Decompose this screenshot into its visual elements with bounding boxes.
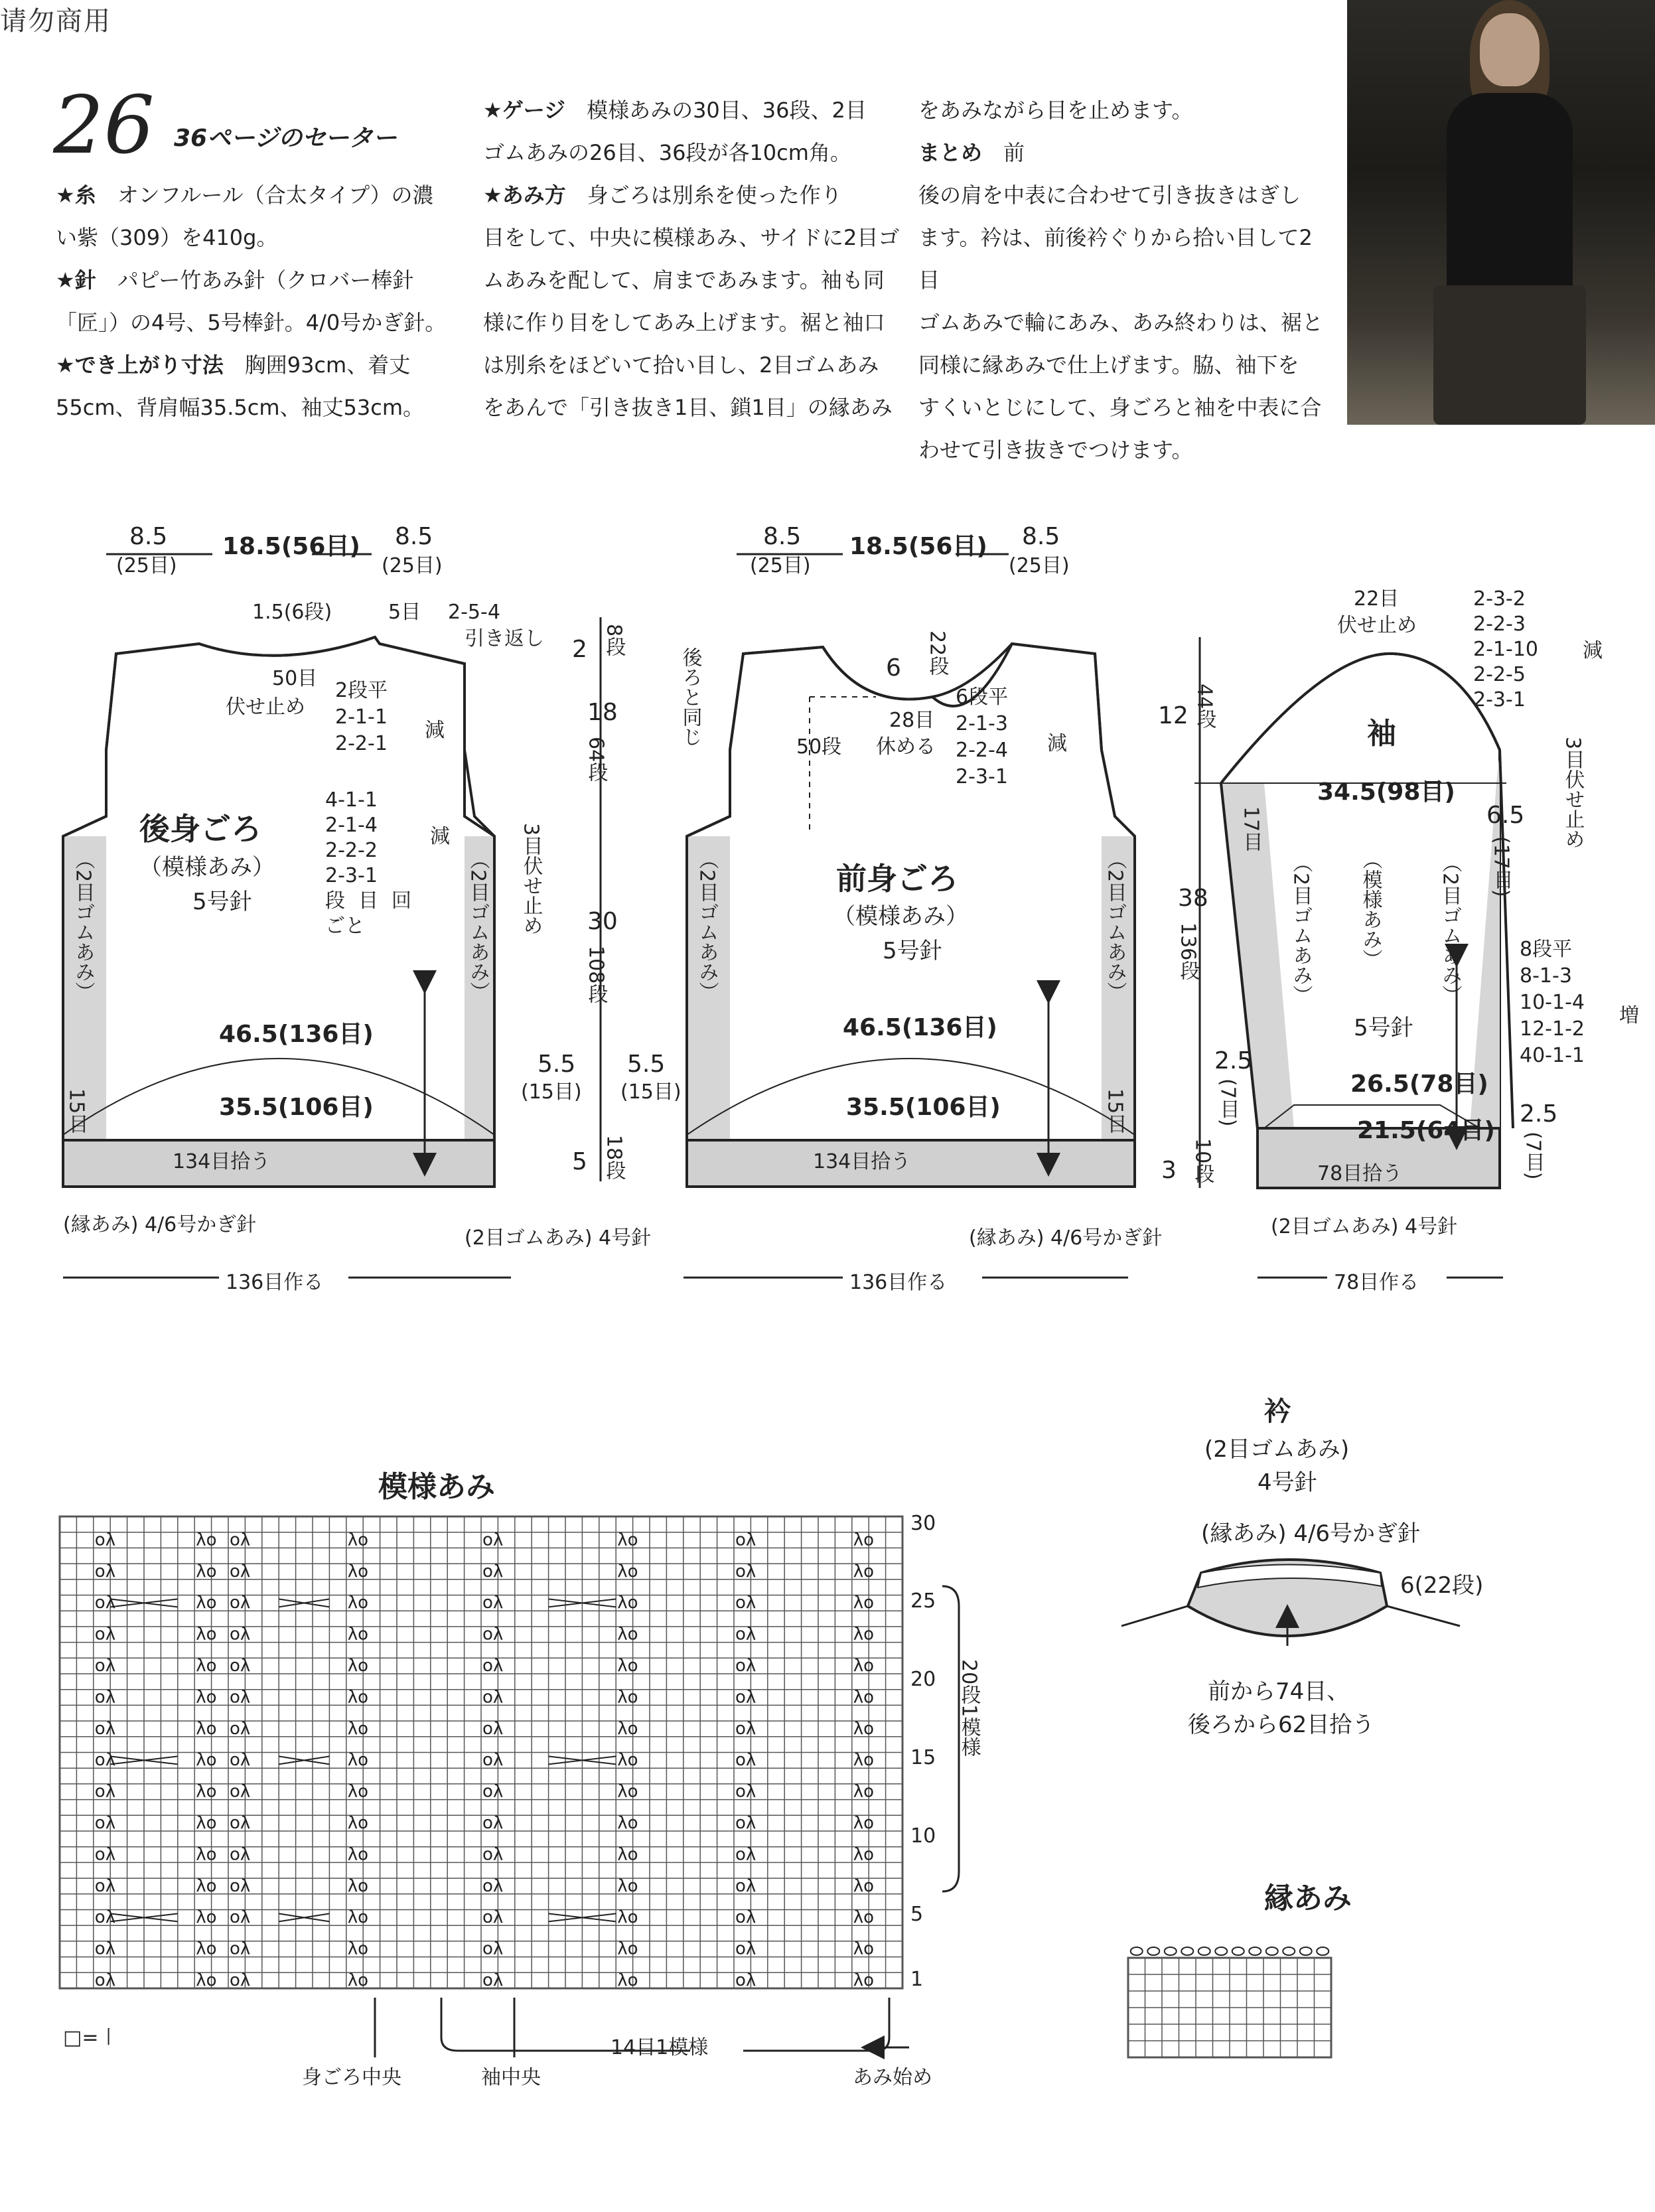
front-top-left: 8.5	[763, 523, 802, 550]
edge-chart	[1128, 1947, 1331, 2057]
chart-start: あみ始め	[853, 2066, 932, 2089]
back-top-mid: 18.5(56目)	[222, 533, 360, 560]
back-neck-dec-0: 2段平	[335, 679, 388, 702]
svg-text:λo: λo	[853, 1844, 875, 1865]
svg-text:λo: λo	[617, 1718, 638, 1739]
svg-text:λo: λo	[196, 1561, 217, 1582]
col3-text: 前	[982, 140, 1025, 165]
back-neck-dec-1: 2-1-1	[335, 705, 388, 729]
front-title: 前身ごろ	[836, 861, 958, 897]
svg-text:oλ: oλ	[482, 1656, 504, 1676]
svg-text:λo: λo	[617, 1624, 638, 1645]
svg-text:λo: λo	[853, 1624, 875, 1645]
back-armhole-dec-label: 減	[430, 825, 450, 848]
svg-text:λo: λo	[347, 1718, 369, 1739]
svg-text:λo: λo	[347, 1687, 369, 1708]
back-top-left-sts: (25目)	[116, 554, 177, 577]
svg-text:oλ: oλ	[735, 1624, 756, 1645]
sleeve-inc-3: 12-1-2	[1520, 1017, 1585, 1041]
back-title: 後身ごろ	[139, 811, 261, 847]
front-top-left-sts: (25目)	[750, 554, 811, 577]
svg-text:oλ: oλ	[735, 1781, 756, 1802]
svg-text:λo: λo	[196, 1624, 217, 1645]
svg-text:oλ: oλ	[230, 1939, 251, 1959]
sleeve-side-65: 6.5	[1486, 802, 1525, 829]
col1-label: ★糸	[56, 183, 96, 208]
chart-row-30: 30	[910, 1512, 936, 1535]
front-cast-on: 136目作る	[849, 1271, 948, 1294]
back-armhole-dec-1: 2-1-4	[325, 814, 378, 837]
back-armhole-bindoff: 3目伏せ止め	[519, 823, 543, 936]
svg-text:λo: λo	[617, 1750, 638, 1771]
chart-center-sleeve: 袖中央	[481, 2066, 541, 2089]
svg-text:λo: λo	[617, 1561, 638, 1582]
svg-text:oλ: oλ	[735, 1907, 756, 1928]
front-same-as-back: 後ろと同じ	[678, 647, 702, 747]
edge-chart-title: 縁あみ	[1264, 1881, 1352, 1915]
svg-text:λo: λo	[347, 1781, 369, 1802]
svg-text:λo: λo	[853, 1876, 875, 1896]
svg-text:λo: λo	[196, 1718, 217, 1739]
chart-repeat-sts: 14目1模様	[611, 2036, 709, 2059]
sleeve-width-cuff: 21.5(64目)	[1357, 1117, 1495, 1144]
svg-text:λo: λo	[347, 1844, 369, 1865]
svg-text:oλ: oλ	[94, 1781, 116, 1802]
sleeve-cap-height: 12	[1158, 702, 1188, 729]
front-pattern: （模様あみ）	[833, 903, 968, 930]
front-neck-depth: 6	[886, 654, 901, 682]
svg-text:oλ: oλ	[482, 1561, 504, 1582]
col3-text: 同様に縁あみで仕上げます。脇、袖下を	[918, 352, 1299, 378]
svg-text:λo: λo	[196, 1593, 217, 1613]
front-top-right: 8.5	[1022, 523, 1060, 550]
sleeve-side-25-l: 2.5	[1214, 1047, 1253, 1074]
col1-text: 55cm、背肩幅35.5cm、袖丈53cm。	[56, 395, 424, 420]
svg-text:oλ: oλ	[230, 1656, 251, 1676]
sleeve-top-bindoff-sts: 22目	[1354, 587, 1400, 611]
sleeve-side-25-l-sts: (7目)	[1216, 1078, 1240, 1127]
front-neck-dec-label: 減	[1047, 732, 1067, 755]
back-shoulder-sts: 5目	[388, 601, 421, 624]
back-v-mid-rows: 64段	[584, 737, 608, 782]
svg-text:λo: λo	[347, 1656, 369, 1676]
svg-text:oλ: oλ	[735, 1687, 756, 1708]
col1-text: い紫（309）を410g。	[56, 225, 278, 250]
front-neck-dec-1: 2-1-3	[956, 712, 1008, 735]
sleeve-diagram	[1194, 654, 1513, 1188]
col1-text: パピー竹あみ針（クロバー棒針	[96, 267, 414, 293]
sleeve-cap-dec-3: 2-2-5	[1473, 663, 1526, 686]
svg-text:oλ: oλ	[94, 1624, 116, 1645]
svg-text:λo: λo	[347, 1624, 369, 1645]
sleeve-width-top: 34.5(98目)	[1317, 778, 1455, 806]
svg-text:λo: λo	[196, 1781, 217, 1802]
sleeve-bindoff-side: 3目伏せ止め	[1561, 737, 1585, 849]
front-neck-dec-0: 6段平	[956, 686, 1009, 709]
svg-text:oλ: oλ	[482, 1687, 504, 1708]
col3-text: 後の肩を中表に合わせて引き抜きはぎし	[918, 183, 1301, 208]
svg-text:oλ: oλ	[735, 1718, 756, 1739]
sleeve-cap-rows: 44段	[1192, 684, 1216, 729]
svg-text:oλ: oλ	[230, 1593, 251, 1613]
collar-pickup-1: 前から74目、	[1208, 1678, 1350, 1705]
chart-center-body: 身ごろ中央	[302, 2066, 401, 2089]
svg-text:λo: λo	[853, 1939, 875, 1959]
back-v-low: 30	[587, 908, 618, 935]
col3-text: すくいとじにして、身ごろと袖を中表に合	[918, 395, 1322, 420]
svg-text:oλ: oλ	[482, 1781, 504, 1802]
back-v-top-rows: 8段	[602, 624, 626, 657]
back-bindoff-sts: 50目	[272, 667, 318, 690]
chart-repeat-rows: 20段1模様	[957, 1659, 981, 1757]
sleeve-cap-dec-2: 2-1-10	[1473, 638, 1538, 661]
sleeve-body-height: 38	[1178, 885, 1208, 912]
svg-text:oλ: oλ	[230, 1624, 251, 1645]
back-edge: (縁あみ) 4/6号かぎ針	[63, 1213, 257, 1236]
svg-text:λo: λo	[196, 1530, 217, 1550]
sleeve-rib: (2目ゴムあみ) 4号針	[1271, 1215, 1458, 1238]
svg-text:oλ: oλ	[230, 1781, 251, 1802]
back-rib-side-left: （2目ゴムあみ）	[71, 849, 95, 1002]
sleeve-needle: 5号針	[1354, 1015, 1413, 1041]
svg-text:λo: λo	[617, 1813, 638, 1833]
back-short-rows-label: 引き返し	[465, 627, 544, 650]
front-pickup: 134目拾う	[813, 1150, 911, 1173]
collar-pickup-2: 後ろから62目拾う	[1188, 1712, 1375, 1738]
front-neck-dec-3: 2-3-1	[956, 765, 1008, 788]
svg-text:oλ: oλ	[482, 1844, 504, 1865]
svg-text:λo: λo	[853, 1781, 875, 1802]
svg-text:oλ: oλ	[482, 1530, 504, 1550]
col2-label: ★ゲージ	[483, 98, 566, 123]
svg-text:λo: λo	[853, 1561, 875, 1582]
chart-row-25: 25	[910, 1589, 936, 1613]
col3-text: ます。衿は、前後衿ぐりから拾い目して2目	[918, 225, 1313, 293]
collar-depth: 6(22段)	[1400, 1572, 1484, 1599]
back-top-left: 8.5	[129, 523, 168, 550]
back-shoulder-slope: 1.5(6段)	[252, 601, 332, 624]
svg-text:oλ: oλ	[94, 1907, 116, 1928]
back-legend-rows: 段	[325, 889, 345, 913]
back-side-right-cm: 5.5	[538, 1051, 576, 1078]
svg-text:oλ: oλ	[482, 1907, 504, 1928]
sleeve-side-65-sts: (17目)	[1489, 836, 1513, 897]
back-rib: (2目ゴムあみ) 4号針	[465, 1226, 652, 1250]
svg-text:λo: λo	[196, 1970, 217, 1990]
back-width-chest: 46.5(136目)	[219, 1021, 374, 1048]
svg-text:λo: λo	[617, 1876, 638, 1896]
back-legend-times: 回	[392, 889, 411, 913]
svg-text:oλ: oλ	[482, 1939, 504, 1959]
front-width-chest: 46.5(136目)	[843, 1014, 997, 1041]
back-armhole-dec-0: 4-1-1	[325, 788, 378, 812]
svg-text:oλ: oλ	[94, 1561, 116, 1582]
svg-text:oλ: oλ	[482, 1624, 504, 1645]
collar-edge: (縁あみ) 4/6号かぎ針	[1201, 1520, 1421, 1547]
pattern-number: 26	[53, 80, 155, 172]
col2-text: 目をして、中央に模様あみ、サイドに2目ゴ	[483, 225, 900, 250]
svg-text:λo: λo	[617, 1530, 638, 1550]
svg-text:oλ: oλ	[482, 1593, 504, 1613]
svg-text:oλ: oλ	[735, 1813, 756, 1833]
svg-text:λo: λo	[196, 1907, 217, 1928]
back-cast-on: 136目作る	[226, 1271, 324, 1294]
svg-text:λo: λo	[617, 1907, 638, 1928]
svg-text:oλ: oλ	[94, 1813, 116, 1833]
svg-text:λo: λo	[196, 1844, 217, 1865]
chart-row-20: 20	[910, 1668, 936, 1691]
svg-text:oλ: oλ	[94, 1593, 116, 1613]
svg-text:oλ: oλ	[94, 1844, 116, 1865]
svg-text:oλ: oλ	[482, 1970, 504, 1990]
svg-text:λo: λo	[196, 1656, 217, 1676]
sleeve-cast-on: 78目作る	[1334, 1271, 1419, 1294]
svg-text:λo: λo	[853, 1750, 875, 1771]
svg-text:oλ: oλ	[735, 1970, 756, 1990]
sleeve-pickup: 78目拾う	[1317, 1162, 1403, 1185]
sleeve-pattern: （模様あみ）	[1358, 849, 1382, 969]
svg-text:oλ: oλ	[230, 1970, 251, 1990]
svg-text:λo: λo	[617, 1844, 638, 1865]
svg-text:λo: λo	[853, 1687, 875, 1708]
svg-text:oλ: oλ	[230, 1813, 251, 1833]
back-width-hem: 35.5(106目)	[219, 1094, 374, 1121]
front-rib-side-right: （2目ゴムあみ）	[1103, 849, 1127, 1002]
svg-text:λo: λo	[853, 1593, 875, 1613]
front-neck-rows: 22段	[925, 630, 949, 676]
chart-title: 模様あみ	[378, 1470, 495, 1504]
back-pickup: 134目拾う	[173, 1150, 271, 1173]
back-bindoff-label: 伏せ止め	[226, 696, 305, 719]
sleeve-side-17: 17目	[1239, 806, 1263, 852]
svg-text:oλ: oλ	[482, 1718, 504, 1739]
stitch-chart	[60, 1516, 902, 1990]
front-top-mid: 18.5(56目)	[849, 533, 987, 560]
sleeve-width-low: 26.5(78目)	[1350, 1070, 1488, 1098]
back-rib-side-right: （2目ゴムあみ）	[466, 849, 490, 1002]
svg-text:λo: λo	[347, 1593, 369, 1613]
back-needle: 5号針	[192, 889, 252, 915]
watermark: 请勿商用	[0, 6, 111, 37]
svg-text:oλ: oλ	[230, 1530, 251, 1550]
sleeve-inc-2: 10-1-4	[1520, 991, 1585, 1014]
front-center-rows: 50段	[796, 735, 842, 759]
sleeve-cap-dec-0: 2-3-2	[1473, 587, 1526, 611]
col1-label: ★でき上がり寸法	[56, 352, 224, 378]
front-side-left-cm: 5.5	[627, 1051, 666, 1078]
col3-label: まとめ	[918, 140, 983, 165]
chart-row-15: 15	[910, 1746, 936, 1769]
sleeve-side-25-r: 2.5	[1520, 1100, 1558, 1128]
col2-text: 身ごろは別糸を使った作り	[565, 183, 842, 208]
col1-text: オンフルール（合太タイプ）の濃	[96, 183, 434, 208]
back-top-right: 8.5	[395, 523, 433, 550]
back-v-top: 2	[572, 636, 587, 663]
front-side-right: 15目	[1103, 1088, 1127, 1134]
sleeve-title: 袖	[1367, 717, 1396, 751]
svg-text:λo: λo	[347, 1939, 369, 1959]
front-side-left-sts: (15目)	[620, 1080, 682, 1104]
back-v-bottom: 5	[572, 1148, 587, 1175]
back-v-mid: 18	[587, 699, 618, 726]
front-width-hem: 35.5(106目)	[846, 1094, 1001, 1121]
sleeve-cap-dec-label: 減	[1583, 639, 1603, 662]
front-neck-dec-2: 2-2-4	[956, 739, 1008, 762]
col2-text: ゴムあみの26目、36段が各10cm角。	[483, 140, 851, 165]
svg-text:oλ: oλ	[94, 1687, 116, 1708]
sleeve-rib-side-right: （2目ゴムあみ）	[1438, 853, 1462, 1005]
front-rib-side-left: （2目ゴムあみ）	[695, 849, 719, 1002]
back-neck-dec-label: 減	[425, 719, 445, 742]
svg-text:oλ: oλ	[482, 1750, 504, 1771]
back-armhole-dec-3: 2-3-1	[325, 864, 378, 887]
svg-text:λo: λo	[347, 1876, 369, 1896]
svg-text:oλ: oλ	[230, 1750, 251, 1771]
col3-text: をあみながら目を止めます。	[918, 98, 1193, 123]
svg-text:λo: λo	[196, 1750, 217, 1771]
back-neck-dec-2: 2-2-1	[335, 732, 388, 755]
svg-text:oλ: oλ	[94, 1939, 116, 1959]
sleeve-cap-dec-1: 2-2-3	[1473, 613, 1526, 636]
svg-text:oλ: oλ	[94, 1718, 116, 1739]
svg-text:λo: λo	[347, 1750, 369, 1771]
svg-text:oλ: oλ	[230, 1907, 251, 1928]
col2-text: 模様あみの30目、36段、2目	[565, 98, 867, 123]
svg-text:oλ: oλ	[735, 1844, 756, 1865]
svg-text:oλ: oλ	[94, 1530, 116, 1550]
back-top-right-sts: (25目)	[382, 554, 443, 577]
col1-label: ★針	[56, 267, 96, 293]
sleeve-rib-side-left: （2目ゴムあみ）	[1289, 853, 1313, 1005]
col1-text: 胸囲93cm、着丈	[223, 352, 411, 378]
chart-row-1: 1	[910, 1968, 924, 1991]
svg-text:λo: λo	[617, 1939, 638, 1959]
svg-text:oλ: oλ	[94, 1876, 116, 1896]
svg-text:oλ: oλ	[230, 1844, 251, 1865]
svg-text:λo: λo	[347, 1561, 369, 1582]
svg-text:λo: λo	[196, 1876, 217, 1896]
sleeve-inc-label: 増	[1619, 1004, 1639, 1027]
chart-row-10: 10	[910, 1824, 936, 1848]
sleeve-body-rows: 136段	[1176, 922, 1200, 981]
svg-text:oλ: oλ	[230, 1687, 251, 1708]
col2-text: をあんで「引き抜き1目、鎖1目」の縁あみ	[483, 395, 893, 420]
front-hold-sts: 28目	[889, 709, 935, 732]
sleeve-side-25-r-sts: (7目)	[1521, 1132, 1545, 1180]
svg-text:oλ: oλ	[482, 1813, 504, 1833]
svg-text:λo: λo	[853, 1530, 875, 1550]
svg-text:λo: λo	[347, 1530, 369, 1550]
back-v-bottom-rows: 18段	[602, 1135, 626, 1181]
svg-text:λo: λo	[347, 1970, 369, 1990]
col3-text: わせて引き抜きでつけます。	[918, 437, 1193, 463]
back-legend-sts: 目	[358, 889, 378, 913]
svg-text:λo: λo	[347, 1813, 369, 1833]
chart-row-5: 5	[910, 1903, 924, 1926]
back-short-rows: 2-5-4	[448, 601, 500, 624]
front-top-right-sts: (25目)	[1009, 554, 1070, 577]
collar-title: 衿	[1264, 1396, 1291, 1427]
collar-pattern: (2目ゴムあみ)	[1204, 1436, 1350, 1463]
svg-text:λo: λo	[853, 1907, 875, 1928]
svg-text:λo: λo	[347, 1907, 369, 1928]
back-v-low-rows: 108段	[584, 946, 608, 1004]
back-armhole-dec-2: 2-2-2	[325, 839, 378, 862]
col2-text: は別糸をほどいて拾い目し、2目ゴムあみ	[483, 352, 879, 378]
svg-text:λo: λo	[617, 1593, 638, 1613]
svg-text:oλ: oλ	[230, 1876, 251, 1896]
back-legend-every: ごと	[325, 915, 365, 938]
svg-text:oλ: oλ	[482, 1876, 504, 1896]
sleeve-cap-dec-4: 2-3-1	[1473, 688, 1526, 711]
svg-text:oλ: oλ	[735, 1561, 756, 1582]
svg-text:λo: λo	[617, 1970, 638, 1990]
col2-text: 様に作り目をしてあみ上げます。裾と袖口	[483, 310, 885, 335]
svg-text:λo: λo	[196, 1939, 217, 1959]
front-hold-label: 休める	[876, 735, 936, 759]
svg-text:oλ: oλ	[230, 1718, 251, 1739]
sleeve-cuff-rows: 10段	[1190, 1138, 1214, 1184]
edge-chart-labels	[1264, 1881, 1352, 1915]
svg-text:oλ: oλ	[735, 1656, 756, 1676]
svg-text:oλ: oλ	[230, 1561, 251, 1582]
svg-text:λo: λo	[617, 1687, 638, 1708]
sleeve-inc-1: 8-1-3	[1520, 964, 1572, 988]
sleeve-top-bindoff-label: 伏せ止め	[1337, 614, 1417, 637]
col3-text: ゴムあみで輪にあみ、あみ終わりは、裾と	[918, 310, 1323, 335]
svg-text:λo: λo	[853, 1718, 875, 1739]
sleeve-cuff-height: 3	[1161, 1157, 1177, 1184]
svg-text:oλ: oλ	[94, 1656, 116, 1676]
sleeve-inc-0: 8段平	[1520, 938, 1573, 961]
svg-text:λo: λo	[196, 1813, 217, 1833]
svg-text:λo: λo	[196, 1687, 217, 1708]
back-side-left: 15目	[64, 1088, 88, 1134]
sleeve-inc-4: 40-1-1	[1520, 1044, 1585, 1067]
svg-text:oλ: oλ	[735, 1939, 756, 1959]
svg-text:oλ: oλ	[735, 1593, 756, 1613]
svg-text:oλ: oλ	[94, 1750, 116, 1771]
svg-text:λo: λo	[617, 1656, 638, 1676]
svg-text:λo: λo	[853, 1970, 875, 1990]
pattern-subtitle: 36ページのセーター	[174, 125, 397, 152]
svg-text:λo: λo	[853, 1813, 875, 1833]
col2-text: ムあみを配して、肩まであみます。袖も同	[483, 267, 885, 293]
chart-legend: □=〡	[63, 2026, 119, 2049]
svg-text:oλ: oλ	[735, 1750, 756, 1771]
svg-text:λo: λo	[853, 1656, 875, 1676]
collar-needle: 4号針	[1258, 1469, 1317, 1496]
back-pattern: （模様あみ）	[139, 854, 275, 881]
svg-text:λo: λo	[617, 1781, 638, 1802]
back-side-right-sts: (15目)	[521, 1080, 582, 1104]
svg-text:oλ: oλ	[735, 1530, 756, 1550]
col2-label: ★あみ方	[483, 183, 566, 208]
col1-text: 「匠」）の4号、5号棒針。4/0号かぎ針。	[56, 310, 447, 335]
front-needle: 5号針	[883, 938, 942, 964]
svg-text:oλ: oλ	[94, 1970, 116, 1990]
front-edge: (縁あみ) 4/6号かぎ針	[969, 1226, 1163, 1250]
svg-text:oλ: oλ	[735, 1876, 756, 1896]
